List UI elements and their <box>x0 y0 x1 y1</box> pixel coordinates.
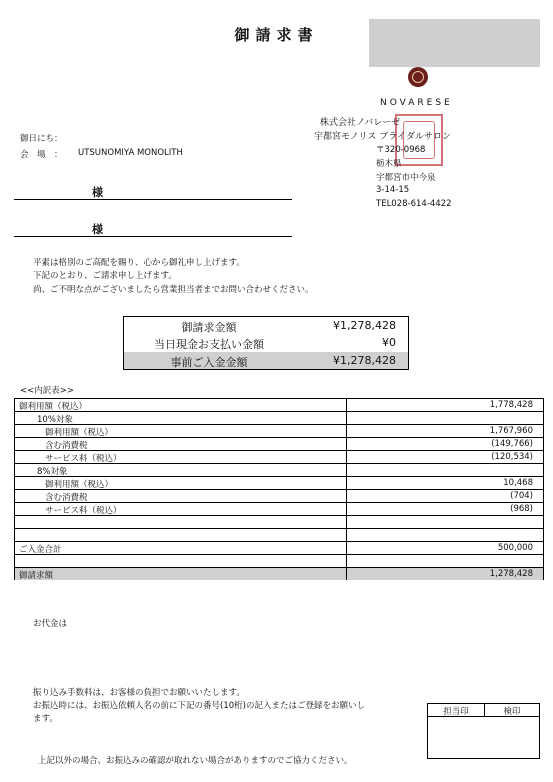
recipient-line-2 <box>14 223 292 237</box>
issuer-tel: TEL028-614-4422 <box>376 199 452 209</box>
row-value: (149,766) <box>491 439 533 449</box>
footer-note-3: 上記以外の場合、お振込みの確認が取れない場合がありますのでご協力ください。 <box>38 756 353 766</box>
summary-value: ¥0 <box>382 336 396 349</box>
table-row <box>14 437 544 450</box>
row-value: (704) <box>510 491 533 501</box>
issuer-street: 3-14-15 <box>376 185 410 195</box>
table-cell-label <box>14 399 347 411</box>
footer-note-1: 振り込み手数料は、お客様の負担でお願いいたします。 <box>33 688 245 698</box>
table-row <box>14 476 544 489</box>
table-row <box>14 567 544 580</box>
document-title: 御請求書 <box>234 26 319 44</box>
breakdown-heading: <<内訳表>> <box>20 386 74 396</box>
honorific-2: 様 <box>92 223 103 236</box>
issuer-branch: 宇都宮モノリス ブライダルサロン <box>314 132 451 142</box>
row-value: (968) <box>510 504 533 514</box>
recipient-line-1 <box>14 186 292 200</box>
venue-value: UTSUNOMIYA MONOLITH <box>78 148 183 158</box>
table-row <box>14 463 544 476</box>
table-cell-value <box>347 555 544 567</box>
table-cell-value <box>347 568 544 580</box>
table-row <box>14 411 544 424</box>
issuer-postal: 〒320-0968 <box>376 145 426 155</box>
footer-note-2: お振込時には、お振込依頼人名の前に下記の番号(10桁)の記入またはご登録をお願いし <box>33 701 365 711</box>
table-cell-label <box>14 503 347 515</box>
footer-note-2b: ます。 <box>33 714 58 724</box>
table-row <box>14 424 544 437</box>
row-label: 含む消費税 <box>45 493 88 503</box>
row-label: 御利用額（税込） <box>19 402 88 412</box>
table-cell-value <box>347 503 544 515</box>
issuer-company: 株式会社ノバレーゼ <box>320 118 401 128</box>
table-cell-label <box>14 529 347 541</box>
brand-logo-icon <box>408 67 428 87</box>
table-cell-label <box>14 568 347 580</box>
table-cell-label <box>14 516 347 528</box>
issuer-prefecture: 栃木県 <box>376 159 402 169</box>
table-cell-value <box>347 464 544 476</box>
stamp-label-staff: 担当印 <box>443 707 469 717</box>
summary-value: ¥1,278,428 <box>333 319 396 332</box>
table-cell-value <box>347 542 544 554</box>
approval-stamp-box <box>427 703 540 759</box>
table-row <box>14 541 544 554</box>
table-cell-value <box>347 516 544 528</box>
payment-label: お代金は <box>33 619 68 629</box>
redacted-box <box>369 19 540 67</box>
table-cell-label <box>14 477 347 489</box>
row-label: 御請求額 <box>19 571 54 581</box>
row-value: 1,778,428 <box>489 400 533 410</box>
summary-label: 御請求金額 <box>181 321 237 334</box>
table-cell-label <box>14 542 347 554</box>
row-label: ご入金合計 <box>19 545 62 555</box>
row-value: 10,468 <box>503 478 533 488</box>
table-cell-label <box>14 425 347 437</box>
row-label: 御利用額（税込） <box>45 480 114 490</box>
summary-label: 当日現金お支払い金額 <box>154 338 264 351</box>
table-cell-label <box>14 555 347 567</box>
row-label: 8%対象 <box>37 467 68 477</box>
greeting-line-2: 下記のとおり、ご請求申し上げます。 <box>33 271 177 281</box>
summary-row-cash <box>123 334 409 352</box>
summary-label: 事前ご入金金額 <box>170 356 248 369</box>
row-value: 1,278,428 <box>489 569 533 579</box>
table-cell-label <box>14 412 347 424</box>
table-row <box>14 502 544 515</box>
table-cell-label <box>14 438 347 450</box>
row-value: 1,767,960 <box>489 426 533 436</box>
table-cell-value <box>347 425 544 437</box>
date-label: 御日にち： <box>20 134 63 144</box>
brand-name: NOVARESE <box>380 98 453 108</box>
summary-row-billed <box>123 316 409 334</box>
row-label: サービス料（税込） <box>45 454 122 464</box>
row-label: 10%対象 <box>37 415 73 425</box>
stamp-label-inspection: 検印 <box>503 707 521 717</box>
row-label: 含む消費税 <box>45 441 88 451</box>
venue-label: 会 場 ： <box>20 150 63 160</box>
table-row <box>14 398 544 411</box>
issuer-city: 宇都宮市中今泉 <box>376 173 436 183</box>
table-cell-value <box>347 399 544 411</box>
greeting-line-1: 平素は格別のご高配を賜り、心から御礼申し上げます。 <box>33 258 245 268</box>
honorific-1: 様 <box>92 186 103 199</box>
table-cell-label <box>14 490 347 502</box>
summary-value: ¥1,278,428 <box>333 354 396 367</box>
table-cell-value <box>347 438 544 450</box>
greeting-line-3: 尚、ご不明な点がございましたら営業担当者までお問い合わせください。 <box>33 285 314 295</box>
table-row <box>14 489 544 502</box>
table-row <box>14 554 544 567</box>
table-cell-label <box>14 451 347 463</box>
table-cell-label <box>14 464 347 476</box>
table-row <box>14 515 544 528</box>
row-label: 御利用額（税込） <box>45 428 114 438</box>
breakdown-table <box>14 398 544 580</box>
table-cell-value <box>347 490 544 502</box>
table-row <box>14 450 544 463</box>
table-cell-value <box>347 412 544 424</box>
row-value: (120,534) <box>491 452 533 462</box>
table-cell-value <box>347 529 544 541</box>
summary-row-prepaid <box>123 352 409 370</box>
row-label: サービス料（税込） <box>45 506 122 516</box>
row-value: 500,000 <box>497 543 533 553</box>
table-cell-value <box>347 477 544 489</box>
table-cell-value <box>347 451 544 463</box>
table-row <box>14 528 544 541</box>
